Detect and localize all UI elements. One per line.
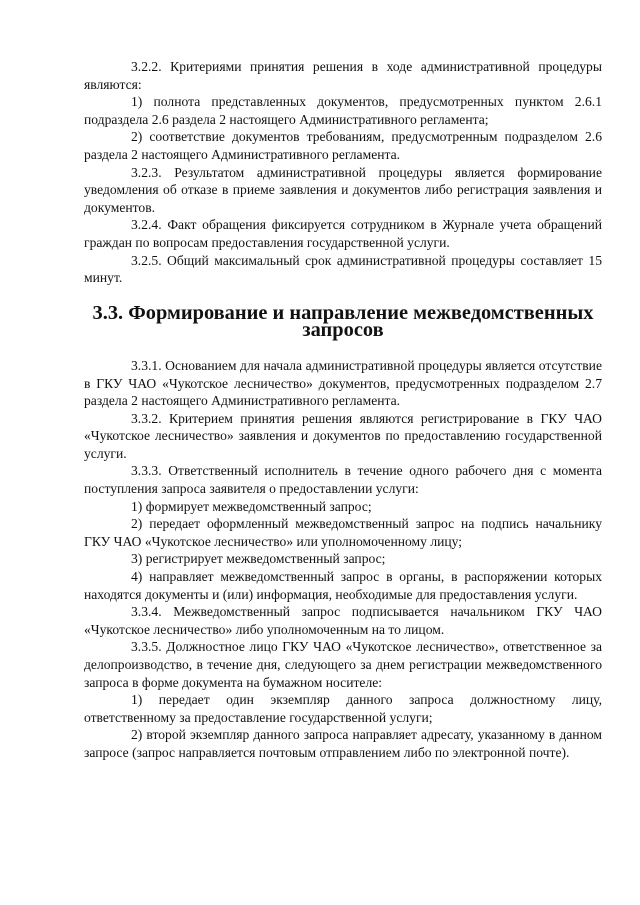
paragraph-3-3-3-item-1: 1) формирует межведомственный запрос; (131, 498, 372, 514)
paragraph-3-3-3-item-3: 3) регистрирует межведомственный запрос; (131, 551, 386, 567)
paragraph-3-3-5-item-2: 2) второй экземпляр данного запроса направляет адресату, указанному в данном запросе (запрос направляется почтовым отправлением либо по электронной почте). (84, 727, 602, 760)
spacer (84, 340, 602, 357)
paragraph-3-3-5-item-1: 1) передает один экземпляр данного запроса должностному лицу, ответственному за предоставление государственной услуги; (84, 692, 602, 725)
paragraph-3-2-3: 3.2.3. Результатом административной процедуры является формирование уведомления об отказе в приеме заявления и документов либо регистрация заявления и документов. (84, 164, 602, 215)
paragraph-3-2-5: 3.2.5. Общий максимальный срок административной процедуры составляет 15 минут. (84, 252, 602, 286)
paragraph-3-2-4: 3.2.4. Факт обращения фиксируется сотрудником в Журнале учета обращений граждан по вопросам предоставления государственной услуги. (84, 217, 602, 250)
paragraph-3-3-1: 3.3.1. Основанием для начала административной процедуры является отсутствие в ГКУ ЧАО «Чукотское лесничество» документов, предусмотренных подразделом 2.7 раздела 2 настоящего Административного регламента. (84, 357, 602, 409)
paragraph-3-2-2-item-1: 1) полнота представленных документов, предусмотренных пунктом 2.6.1 подраздела 2.6 раздела 2 настоящего Административного регламента; (84, 94, 602, 127)
paragraph-3-3-3-item-2: 2) передает оформленный межведомственный запрос на подпись начальнику ГКУ ЧАО «Чукотское лесничество» или уполномоченному лицу; (84, 516, 602, 549)
paragraph-3-2-2-item-2: 2) соответствие документов требованиям, предусмотренным подразделом 2.6 раздела 2 настоящего Административного регламента. (84, 129, 602, 162)
paragraph-3-3-3: 3.3.3. Ответственный исполнитель в течение одного рабочего дня с момента поступления запроса заявителя о предоставлении услуги: (84, 463, 602, 497)
section-heading-3-3: 3.3. Формирование и направление межведомственных запросов (92, 301, 594, 342)
paragraph-3-2-2: 3.2.2. Критериями принятия решения в ходе административной процедуры являются: (84, 59, 602, 92)
paragraph-3-3-5: 3.3.5. Должностное лицо ГКУ ЧАО «Чукотское лесничество», ответственное за делопроизводство, в течение дня, следующего за днем регистрации межведомственного запроса в форме документа на бумажном носителе: (84, 639, 602, 690)
paragraph-3-3-3-item-4: 4) направляет межведомственный запрос в органы, в распоряжении которых находятся документы и (или) информация, необходимые для предоставления услуги. (84, 569, 602, 602)
paragraph-3-3-4: 3.3.4. Межведомственный запрос подписывается начальником ГКУ ЧАО «Чукотское лесничество» либо уполномоченным на то лицом. (84, 604, 602, 637)
paragraph-3-3-2: 3.3.2. Критерием принятия решения являются регистрирование в ГКУ ЧАО «Чукотское лесничество» заявления и документов по предоставлению государственной услуги. (84, 410, 602, 461)
